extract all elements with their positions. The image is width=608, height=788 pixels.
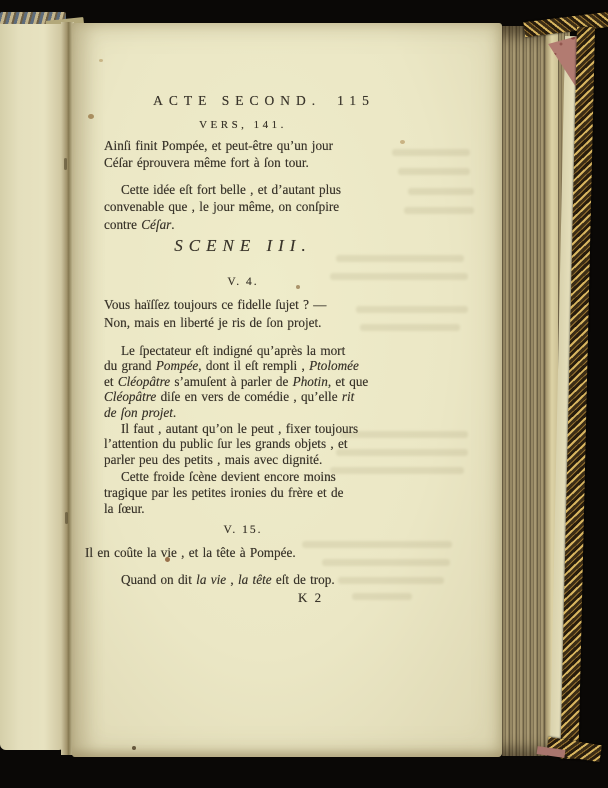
italic-text-segment: Cléopâtre	[104, 389, 157, 405]
italic-text-segment: Cléopâtre	[117, 373, 171, 389]
text-line	[104, 296, 382, 314]
text-segment: 115	[337, 93, 375, 108]
text-line	[104, 236, 382, 256]
text-line	[104, 421, 382, 436]
gutter-page-edge	[0, 24, 63, 750]
text-line	[104, 389, 382, 404]
text-segment: et	[104, 373, 118, 389]
text-line	[104, 374, 382, 389]
text-line	[104, 452, 382, 467]
ink-showthrough	[398, 168, 470, 175]
italic-text-segment: la tête	[238, 572, 272, 587]
verse-ref-141	[104, 119, 382, 132]
text-line	[104, 436, 382, 451]
text-line	[104, 119, 382, 132]
verse-quote-4	[104, 296, 382, 332]
text-segment: Non, mais en liberté je ris de ſon projet.	[104, 315, 322, 330]
verse-ref-15	[104, 524, 382, 537]
text-line	[104, 469, 382, 485]
text-segment: ,	[226, 572, 238, 587]
text-segment: Il faut , autant qu’on le peut , fixer toujours	[121, 421, 359, 436]
text-segment: .	[171, 216, 175, 232]
commentary-3	[104, 421, 382, 467]
binding-stitch	[65, 512, 68, 524]
text-segment: V. 15.	[223, 524, 263, 536]
text-line	[104, 216, 382, 233]
italic-text-segment: de ſon projet	[104, 404, 173, 420]
text-segment: ACTE SECOND.	[153, 93, 322, 108]
text-segment: Quand on dit	[121, 572, 197, 587]
text-segment: V. 4.	[227, 276, 259, 288]
italic-text-segment: Ptolomée	[309, 358, 359, 374]
text-line	[104, 198, 382, 215]
text-segment: convenable que , le jour même, on conſpire	[104, 199, 340, 215]
commentary-5	[104, 572, 382, 587]
text-segment: eſt de trop.	[271, 572, 335, 587]
text-segment: VERS, 141.	[199, 119, 287, 131]
fore-edge-pages	[502, 26, 547, 756]
text-line	[104, 485, 382, 501]
text-segment: s’amuſent à parler de	[170, 373, 293, 389]
text-segment: , et que	[327, 373, 369, 389]
text-segment: du grand	[104, 358, 156, 374]
text-segment: tragique par les petites ironies du frère et de	[104, 484, 344, 500]
text-line	[104, 154, 382, 171]
text-line	[104, 181, 382, 198]
text-segment: Il en coûte la vie , et la tête à Pompée.	[85, 545, 296, 560]
text-segment: .	[172, 404, 177, 420]
foxing-spot	[400, 140, 405, 144]
scene-heading	[104, 236, 382, 256]
signature-mark	[104, 590, 382, 605]
text-line	[104, 137, 382, 154]
text-segment: parler peu des petits , mais avec dignité.	[104, 451, 323, 467]
text-segment: , dont il eſt rempli ,	[198, 358, 310, 374]
text-line	[104, 501, 382, 517]
page-text	[85, 0, 382, 788]
commentary-4	[104, 469, 382, 517]
text-line	[104, 590, 382, 605]
italic-text-segment: Pompée	[155, 358, 199, 374]
text-segment: K 2	[298, 590, 324, 605]
text-line	[104, 358, 382, 373]
italic-text-segment: Céſar	[141, 216, 172, 232]
italic-text-segment: la vie	[196, 572, 227, 587]
text-segment: diſe en vers de comédie , qu’elle	[156, 389, 342, 405]
ink-showthrough	[408, 188, 474, 195]
text-segment: Vous haïſſez toujours ce fidelle ſujet ? —	[104, 297, 327, 312]
commentary-1	[104, 181, 382, 233]
text-segment: Cette froide ſcène devient encore moins	[121, 469, 336, 484]
italic-text-segment: Photin	[292, 373, 328, 389]
text-segment: contre	[104, 216, 142, 232]
verse-quote-15	[85, 544, 363, 561]
ink-showthrough	[392, 149, 470, 156]
text-line	[104, 276, 382, 289]
text-line	[85, 544, 363, 561]
verse-quote-141	[104, 137, 382, 172]
text-line	[104, 524, 382, 537]
text-segment: Ainſi finit Pompée, et peut-être qu’un jour	[104, 138, 334, 153]
commentary-2	[104, 343, 382, 420]
foxing-spot	[99, 59, 103, 62]
italic-text-segment: rit	[341, 389, 355, 405]
text-line	[104, 314, 382, 332]
text-line	[104, 343, 382, 358]
binding-stitch	[64, 158, 67, 170]
italic-text-segment: SCENE III.	[174, 236, 312, 255]
verse-ref-4	[104, 276, 382, 289]
running-head	[125, 93, 403, 109]
ink-showthrough	[404, 207, 474, 214]
text-line	[125, 93, 403, 109]
text-line	[104, 405, 382, 420]
text-segment: Céſar éprouvera même fort à ſon tour.	[104, 155, 309, 171]
text-segment: Cette idée eſt fort belle , et d’autant plus	[121, 182, 342, 197]
text-line	[104, 572, 382, 587]
text-segment: l’attention du public ſur les grands objets , et	[104, 436, 348, 452]
foxing-spot	[88, 114, 94, 119]
text-segment: Le ſpectateur eſt indigné qu’après la mort	[121, 343, 346, 358]
text-segment: la ſœur.	[104, 500, 145, 516]
